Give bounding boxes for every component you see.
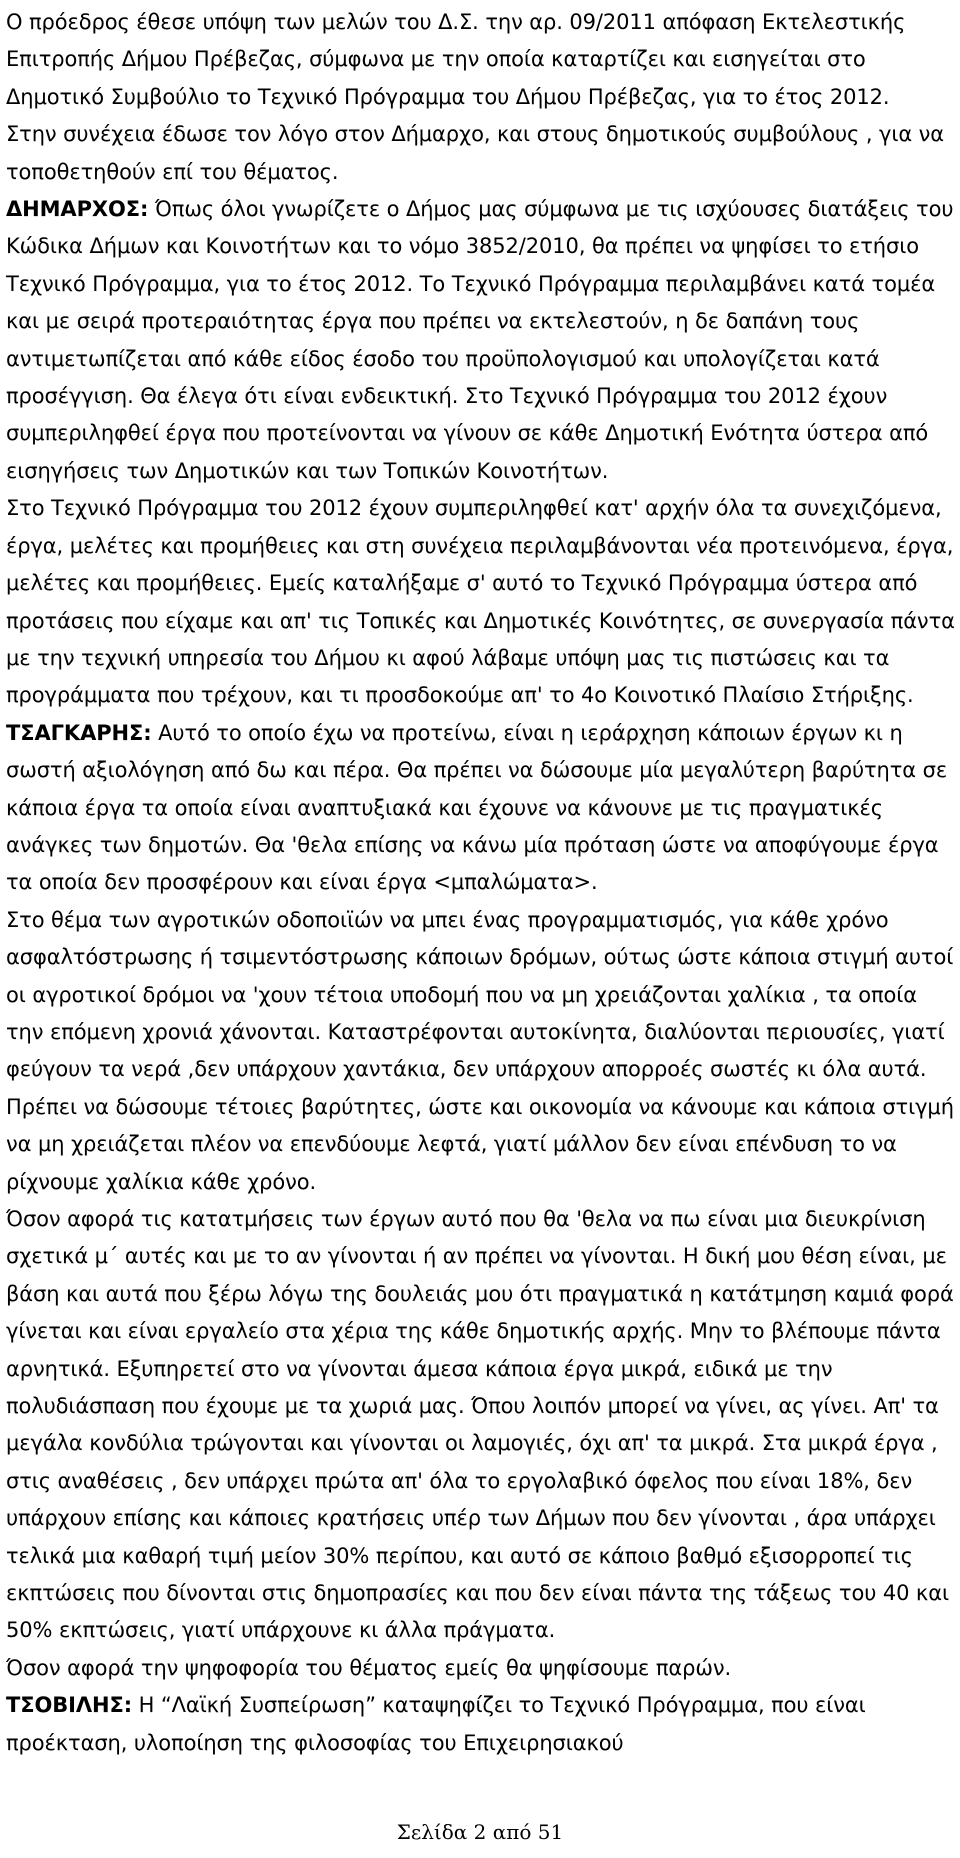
speaker-label: ΤΣΟΒΙΛΗΣ:	[6, 1693, 133, 1718]
paragraph	[6, 902, 958, 1201]
page-number-footer: Σελίδα 2 από 51	[396, 1820, 564, 1844]
paragraph-text: Όσον αφορά τις κατατμήσεις των έργων αυτό που θα 'θελα να πω είναι μια διευκρίνιση σχετικά μ΄ αυτές και με το αν γίνονται ή αν πρέπει να γίνονται. Η δική μου θέση είναι, με βάση και αυτά που ξέρω λόγω της δουλειάς μου ότι πραγματικά η κατάτμηση καμιά φορά γίνεται και είναι εργαλείο στα χέρια της κάθε δημοτικής αρχής. Μην το βλέπουμε πάντα αρνητικά. Εξυπηρετεί στο να γίνονται άμεσα κάποια έργα μικρά, ειδικά με την πολυδιάσπαση που έχουμε με τα χωριά μας. Όπου λοιπόν μπορεί να γίνει, ας γίνει. Απ' τα μεγάλα κονδύλια τρώγονται και γίνονται οι λαμογιές, όχι απ' τα μικρά. Στα μικρά έργα , στις αναθέσεις , δεν υπάρχει πρώτα απ' όλα το εργολαβικό όφελος που είναι 18%, δεν υπάρχουν επίσης και κάποιες κρατήσεις υπέρ των Δήμων που δεν γίνονται , άρα υπάρχει τελικά μια καθαρή τιμή μείον 30% περίπου, και αυτό σε κάποιο βαθμό εξισορροπεί τις εκπτώσεις που δίνονται στις δημοπρασίες και που δεν είναι πάντα της τάξεως του 40 και 50% εκπτώσεις, γιατί υπάρχουνε κι άλλα πράγματα.	[6, 1207, 954, 1643]
paragraph	[6, 116, 958, 191]
speaker-label: ΤΣΑΓΚΑΡΗΣ:	[6, 720, 152, 745]
paragraph-text: Όσον αφορά την ψηφοφορία του θέματος εμείς θα ψηφίσουμε παρών.	[6, 1655, 732, 1680]
document-body	[6, 4, 958, 1762]
paragraph	[6, 191, 958, 490]
paragraph	[6, 1201, 958, 1650]
paragraph-text: Η “Λαϊκή Συσπείρωση” καταψηφίζει το Τεχνικό Πρόγραμμα, που είναι προέκταση, υλοποίηση της φιλοσοφίας του Επιχειρησιακού	[6, 1693, 866, 1755]
paragraph	[6, 1687, 958, 1762]
paragraph-text: Στην συνέχεια έδωσε τον λόγο στον Δήμαρχο, και στους δημοτικούς συμβούλους , για να τοποθετηθούν επί του θέματος.	[6, 122, 945, 184]
paragraph-text: Στο Τεχνικό Πρόγραμμα του 2012 έχουν συμπεριληφθεί κατ' αρχήν όλα τα συνεχιζόμενα, έργα, μελέτες και προμήθειες και στη συνέχεια περιλαμβάνονται νέα προτεινόμενα, έργα, μελέτες και προμήθειες. Εμείς καταλήξαμε σ' αυτό το Τεχνικό Πρόγραμμα ύστερα από προτάσεις που είχαμε και απ' τις Τοπικές και Δημοτικές Κοινότητες, σε συνεργασία πάντα με την τεχνική υπηρεσία του Δήμου κι αφού λάβαμε υπόψη μας τις πιστώσεις και τα προγράμματα που τρέχουν, και τι προσδοκούμε απ' το 4ο Κοινοτικό Πλαίσιο Στήριξης.	[6, 496, 955, 708]
paragraph	[6, 4, 958, 116]
paragraph-text: Ο πρόεδρος έθεσε υπόψη των μελών του Δ.Σ. την αρ. 09/2011 απόφαση Εκτελεστικής Επιτροπής Δήμου Πρέβεζας, σύμφωνα με την οποία καταρτίζει και εισηγείται στο Δημοτικό Συμβούλιο το Τεχνικό Πρόγραμμα του Δήμου Πρέβεζας, για το έτος 2012.	[6, 10, 906, 109]
paragraph	[6, 1650, 958, 1687]
paragraph	[6, 490, 958, 714]
paragraph-text: Όπως όλοι γνωρίζετε ο Δήμος μας σύμφωνα με τις ισχύουσες διατάξεις του Κώδικα Δήμων και Κοινοτήτων και το νόμο 3852/2010, θα πρέπει να ψηφίσει το ετήσιο Τεχνικό Πρόγραμμα, για το έτος 2012. Το Τεχνικό Πρόγραμμα περιλαμβάνει κατά τομέα και με σειρά προτεραιότητας έργα που πρέπει να εκτελεστούν, η δε δαπάνη τους αντιμετωπίζεται από κάθε είδος έσοδο του προϋπολογισμού και υπολογίζεται κατά προσέγγιση. Θα έλεγα ότι είναι ενδεικτική. Στο Τεχνικό Πρόγραμμα του 2012 έχουν συμπεριληφθεί έργα που προτείνονται να γίνουν σε κάθε Δημοτική Ενότητα ύστερα από εισηγήσεις των Δημοτικών και των Τοπικών Κοινοτήτων.	[6, 197, 954, 483]
paragraph	[6, 715, 958, 902]
paragraph-text: Αυτό το οποίο έχω να προτείνω, είναι η ιεράρχηση κάποιων έργων κι η σωστή αξιολόγηση από δω και πέρα. Θα πρέπει να δώσουμε μία μεγαλύτερη βαρύτητα σε κάποια έργα τα οποία είναι αναπτυξιακά και έχουνε να κάνουνε με τις πραγματικές ανάγκες των δημοτών. Θα 'θελα επίσης να κάνω μία πρόταση ώστε να αποφύγουμε έργα τα οποία δεν προσφέρουν και είναι έργα <μπαλώματα>.	[6, 720, 948, 895]
paragraph-text: Στο θέμα των αγροτικών οδοποιϊών να μπει ένας προγραμματισμός, για κάθε χρόνο ασφαλτόστρωσης ή τσιμεντόστρωσης κάποιων δρόμων, ούτως ώστε κάποια στιγμή αυτοί οι αγροτικοί δρόμοι να 'χουν τέτοια υποδομή που να μη χρειάζονται χαλίκια , τα οποία την επόμενη χρονιά χάνονται. Καταστρέφονται αυτοκίνητα, διαλύονται περιουσίες, γιατί φεύγουν τα νερά ,δεν υπάρχουν χαντάκια, δεν υπάρχουν απορροές σωστές κι όλα αυτά. Πρέπει να δώσουμε τέτοιες βαρύτητες, ώστε και οικονομία να κάνουμε και κάποια στιγμή να μη χρειάζεται πλέον να επενδύουμε λεφτά, γιατί μάλλον δεν είναι επένδυση το να ρίχνουμε χαλίκια κάθε χρόνο.	[6, 907, 954, 1194]
speaker-label: ΔΗΜΑΡΧΟΣ:	[6, 197, 149, 222]
